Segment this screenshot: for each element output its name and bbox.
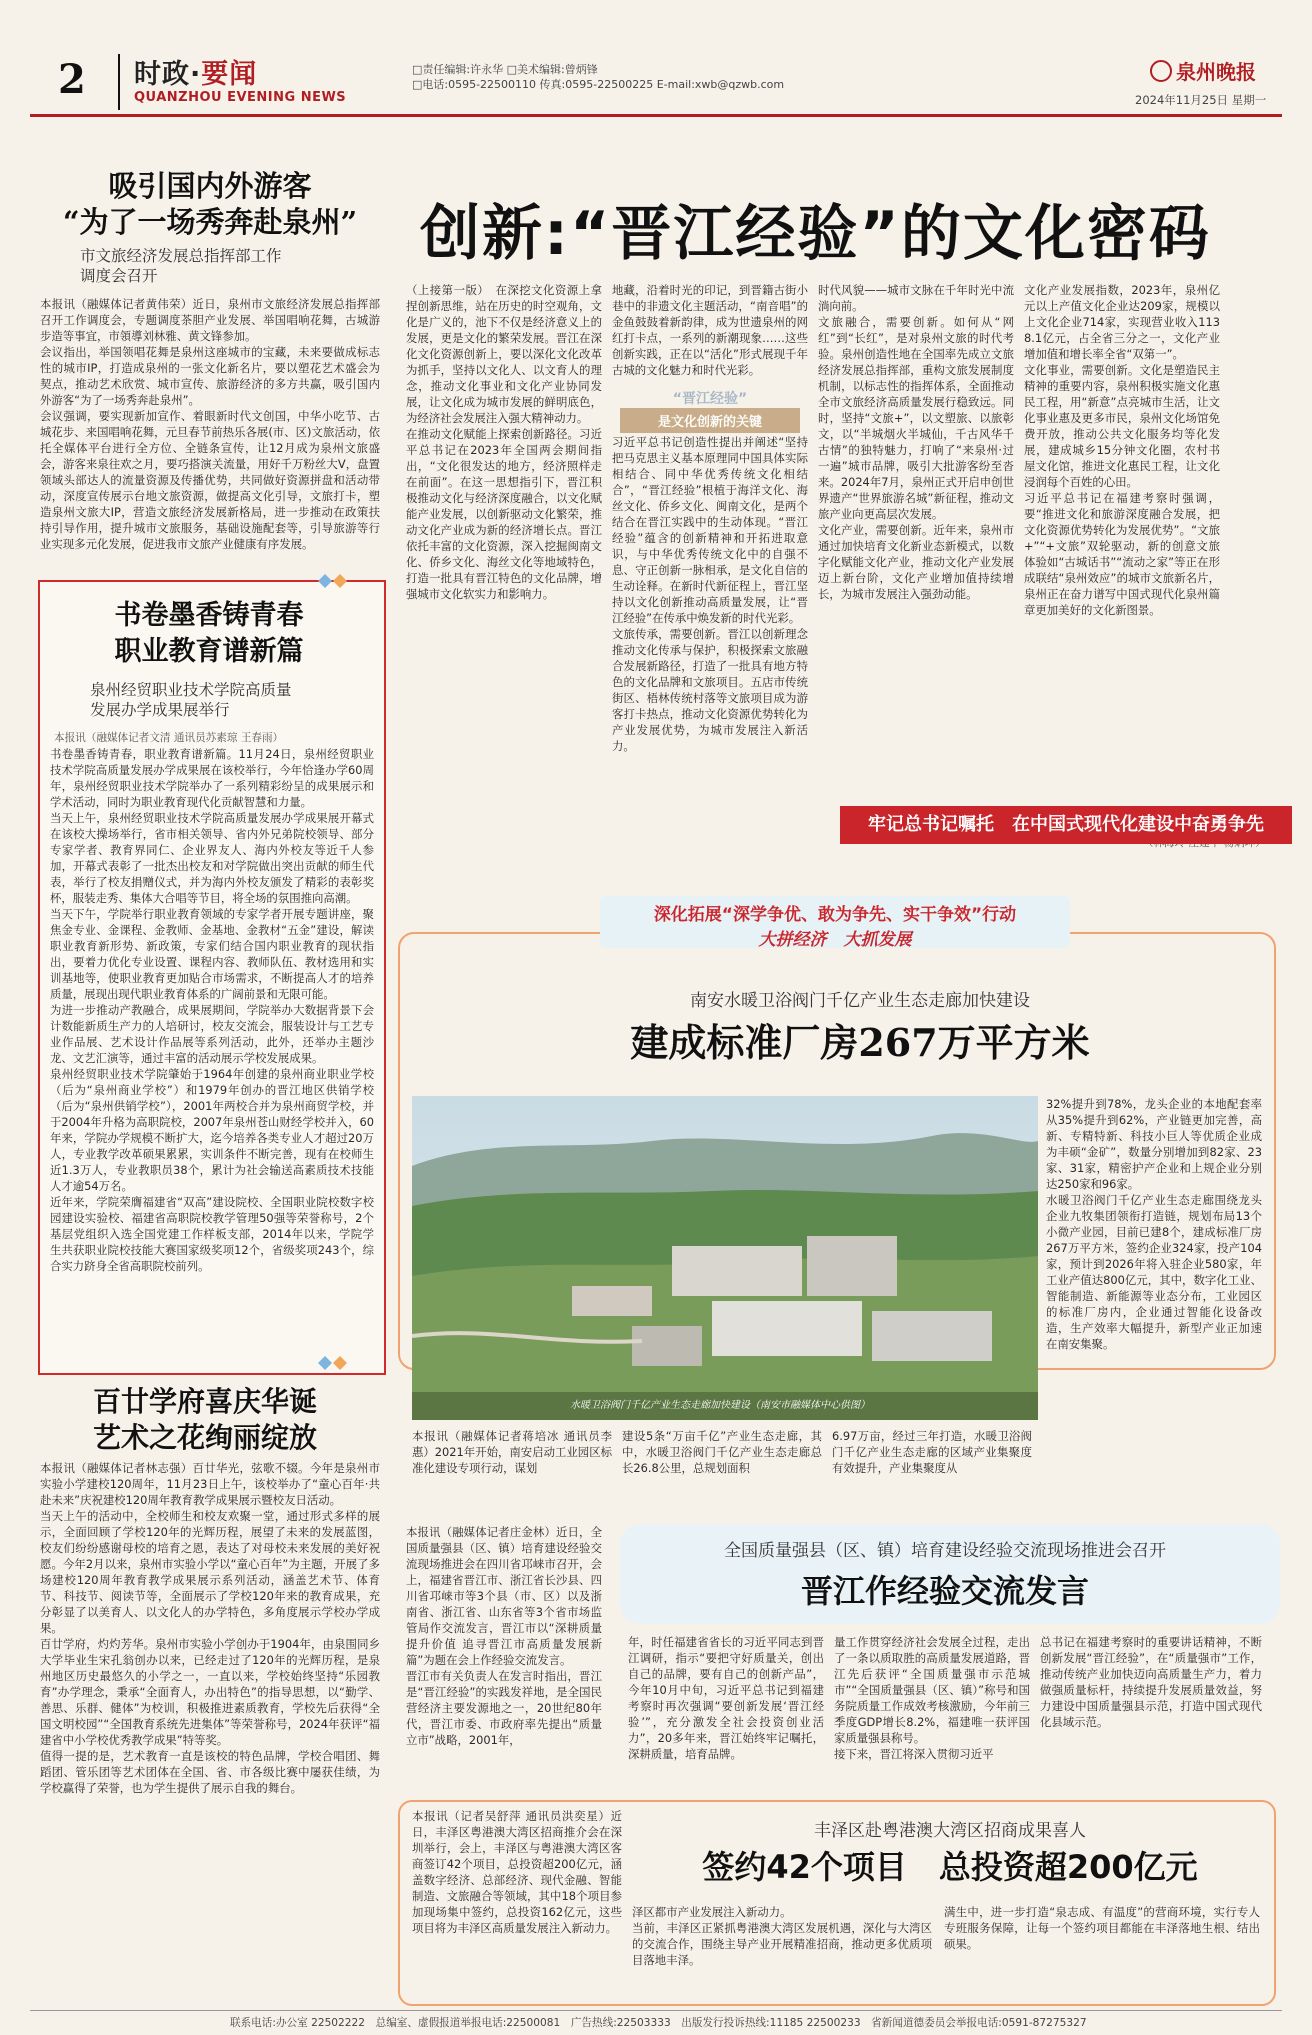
campaign-banner (600, 896, 1070, 948)
slogan-banner: 牢记总书记嘱托 在中国式现代化建设中奋勇争先 (840, 806, 1292, 844)
featured-subheadline (90, 680, 370, 720)
headline-line: 吸引国内外游客 (108, 169, 312, 203)
footer-rule (30, 2010, 1282, 2011)
footer-contacts: 联系电话:办公室 22502222 总编室、虚假报道举报电话:22500081 广告热线:22503333 出版发行投诉热线:11185 22500233 省新闻道德委员会举报电话:0591-87275327 (230, 2017, 1087, 2029)
article-headline (40, 168, 380, 240)
featured-body: 书卷墨香铸青春，职业教育谱新篇。11月24日，泉州经贸职业技术学院高质量发展办学成果展在该校举行，今年恰逢办学60周年，泉州经贸职业技术学院举办了一系列精彩纷呈的成果展示和学术活动，同时为职业教育现代化贡献智慧和力量。 当天上午，泉州经贸职业技术学院高质量发展办学成果展开幕式在该校大操场举行，省市相关领导、省内外兄弟院校领导、部分专家学者、教育界同仁、企业界友人、海内外校友等近千人参加，开幕式表彰了一批杰出校友和对学院做出突出贡献的师生代表，举行了校友捐赠仪式，并为海内外校友颁发了精彩的表彰奖杯，服装走秀、集体大合唱等节目，将全场的氛围推向高潮。 当天下午，学院举行职业教育领域的专家学者开展专题讲座，聚焦金专业、金课程、金教师、金基地、金教材“五金”建设，解读职业教育新形势、新政策，专家们结合国内职业教育的现状指出，要着力优化专业设置、课程内容、教师队伍、教材选用和实训基地等，使职业教育更加贴合市场需求，不断提高人才的培养质量，展现出现代职业教育体系的广阔前景和无限可能。 为进一步推动产教融合，成果展期间，学院举办大数据背景下会计数能新质生产力的人培研讨，校友交流会，服装设计与工艺专业作品展、艺术设计作品展等系列活动，此外，还举办主题沙龙、文艺汇演等，通过丰富的活动展示学校发展成果。 泉州经贸职业技术学院肇始于1964年创建的泉州商业职业学校（后为“泉州商业学校”）和1979年创办的晋江地区供销学校（后为“泉州供销学校”），2001年两校合并为泉州商贸学校，并于2004年升格为高职院校，2007年泉州苍山财经学校并入，60年来，学院办学规模不断扩大，迄今培养各类专业人才超过20万人，专业教学改革硕果累累，实训条件不断完善，现有在校师生近1.3万人，专业教职员38个，累计为社会输送高素质技术技能人才逾54万名。 近年来，学院荣膺福建省“双高”建设院校、全国职业院校数字校园建设实验校、福建省高职院校教学管理50强等荣誉称号，2个基层党组织入选全国党建工作样板支部，2014年以来，学院学生共获职业院校技能大赛国家级奖项12个，省级奖项243个，综合实力跻身全省高职院校前列。 (50, 747, 374, 1273)
section-title-main: 时政· (134, 59, 202, 90)
headline-line: 书卷墨香铸青春 (114, 600, 304, 631)
header-separator (118, 54, 120, 110)
subheadline-line: 调度会召开 (80, 267, 158, 285)
main-headline: 创新:“晋江经验”的文化密码 (420, 199, 1211, 269)
editor-line: □责任编辑:许永华 □美术编辑:曾炳锋 (412, 63, 598, 76)
subheadline-line: 市文旅经济发展总指挥部工作 (80, 247, 282, 265)
headline-line: 百廿学府喜庆华诞 (92, 1385, 317, 1418)
logo-text: 泉州晚报 (1176, 60, 1256, 84)
featured-headline (44, 598, 374, 670)
photo-caption: 水暖卫浴阀门千亿产业生态走廊加快建设（南安市融媒体中心供图） (570, 1400, 870, 1411)
article-body: 本报讯（融媒体记者林志强）百廿华光，弦歌不辍。今年是泉州市实验小学建校120周年，11月23日上午，该校举办了“童心百年·共赴未来”庆祝建校120周年教育教学成果展示暨校友日活动。 当天上午的活动中，全校师生和校友欢聚一堂，通过形式多样的展示，全面回顾了学校120年的光辉历程，展望了未来的发展蓝图，校友们纷纷感谢母校的培育之恩，表达了对母校未来发展的美好祝愿。今年2月以来，泉州市实验小学以“童心百年”为主题，开展了多场建校120周年教育教学成果展示系列活动，涵盖艺术节、体育节、科技节、阅读节等，全面展示了学校120年来的教育成果，充分彰显了以美育人、以文化人的办学特色，多角度展示学校办学成果。 百廿学府，灼灼芳华。泉州市实验小学创办于1904年，由泉围同乡大学毕业生宋孔翁创办以来，已经走过了120年的光辉历程，是泉州地区历史最悠久的小学之一，一直以来，学校始终坚持“乐园教育”办学理念，秉承“全面育人，办出特色”的指导思想，以“勤学、善思、乐群、健体”为校训，积极推进素质教育，学校先后获得“全国文明校园”“全国教育系统先进集体”等荣誉称号，2024年获评“福建省中小学校优秀教学成果”特等奖。 值得一提的是，艺术教育一直是该校的特色品牌，学校合唱团、舞蹈团、管乐团等艺术团体在全国、省、市各级比赛中屡获佳绩，为学校赢得了荣誉，也为学生提供了展示自我的舞台。 (40, 1461, 380, 1795)
article-headline (40, 1384, 370, 1456)
main-article-col3: 时代风貌——城市文脉在千年时光中流淌向前。 文旅融合，需要创新。如何从“网红”到“长红”，是对泉州文旅的时代考验。泉州创造性地在全国率先成立文旅经济发展总指挥部，重构文旅发展制度机制，以标志性的指挥体系，全面推动全市文旅经济高质量发展行稳致远。同时，坚持“文旅+”，以文塑旅、以旅彰文，以“半城烟火半城仙，千古风华千古情”的独特魅力，打响了“来泉州·过一遍”城市品牌，吸引大批游客纷至沓来。2024年7月，泉州正式开启申创世界遗产“世界旅游名城”新征程，推动文旅产业向更高层次发展。 文化产业，需要创新。近年来，泉州市通过加快培育文化新业态新模式，以数字化赋能文化产业，推动文化产业发展迈上新台阶，文化产业增加值持续增长，为城市发展注入强劲动能。 (818, 283, 1014, 601)
fengze-body-col1: 本报讯（记者吴舒萍 通讯员洪奕星）近日，丰泽区粤港澳大湾区招商推介会在深圳举行，会上，丰泽区与粤港澳大湾区客商签订42个项目，总投资超200亿元，涵盖数字经济、总部经济、现代金融、智能制造、文旅融合等领域，其中18个项目参加现场集中签约，总投资162亿元，这些项目将为丰泽区高质量发展注入新动力。 (412, 1809, 622, 1935)
nanan-body-col3: 6.97万亩，经过三年打造，水暖卫浴阀门千亿产业生态走廊的区域产业集聚度有效提升，产业集聚度从 (832, 1429, 1032, 1475)
main-article-col2b: 习近平总书记创造性提出并阐述“坚持把马克思主义基本原理同中国具体实际相结合、同中华优秀传统文化相结合”，“晋江经验”根植于海洋文化、海丝文化、侨乡文化、闽南文化，是两个结合在晋江实践中的生动体现。“晋江经验”蕴含的创新精神和开拓进取意识，与中华优秀传统文化中的自强不息、守正创新一脉相承，是文化自信的生动诠释。在新时代新征程上，晋江坚持以文化创新推动高质量发展，让“晋江经验”在传承中焕发新的时代光彩。 文旅传承，需要创新。晋江以创新理念推动文化传承与保护，积极探索文旅融合发展新路径，打造了一批具有地方特色的文化品牌和文旅项目。五店市传统街区、梧林传统村落等文旅项目成为游客打卡热点，推动文化资源优势转化为产业发展优势，为城市发展注入新活力。 (612, 435, 808, 753)
nanan-body-right: 32%提升到78%，龙头企业的本地配套率从35%提升到62%，产业链更加完善，高新、专精特新、科技小巨人等优质企业成为丰硕“金矿”，数量分别增加到82家、23家、31家，精密护产企业和上规企业分别达250家和96家。 水暖卫浴阀门千亿产业生态走廊围绕龙头企业九牧集团领衔打造链，规划布局13个小微产业园，目前已建8个，建成标准厂房267万平方米，签约企业324家，投产104家，预计到2026年将入驻企业580家，年工业产值达800亿元，其中，数字化工业、智能制造、新能源等业态分布，工业园区的标准厂房内，企业通过智能化设备改造，生产效率大幅提升，新型产业正加速在南安集聚。 (1046, 1097, 1262, 1351)
fengze-headline: 签约42个项目 总投资超200亿元 (702, 1848, 1198, 1886)
fengze-body-col2: 泽区都市产业发展注入新动力。 当前，丰泽区正紧抓粤港澳大湾区发展机遇，深化与大湾区的交流合作，围绕主导产业开展精准招商，推动更多优质项目落地丰泽。 (632, 1905, 932, 1967)
main-article-col2: 地藏，沿着时光的印记，到晋籍古街小巷中的非遗文化主题活动，“南音唱”的金鱼鼓鼓着新韵律，成为世遗泉州的网红打卡点，一系列的新潮现象……这些创新实践，正在以“活化”形式展现千年古城的文化魅力和时代光彩。 (612, 283, 808, 377)
section-title (134, 52, 257, 91)
contact-line: □电话:0595-22500110 传真:0595-22500225 E-mail:xwb@qzwb.com (412, 78, 785, 91)
jinjiang-body-col1: 本报讯（融媒体记者庄金林）近日，全国质量强县（区、镇）培育建设经验交流现场推进会在四川省邛崃市召开，会上，福建省晋江市、浙江省长沙县、四川省邛崃市等3个县（市、区）以及浙南省、浙江省、山东省等3个省市场监管局作交流发言，晋江市以“深耕质量 提升价值 追寻晋江市高质量发展新篇”为题在会上作经验交流发言。 晋江市有关负责人在发言时指出，晋江是“晋江经验”的实践发祥地，是全国民营经济主要发源地之一，20世纪80年代，晋江市委、市政府率先提出“质量立市”战略，2001年， (406, 1525, 602, 1747)
editor-info (412, 62, 784, 92)
nanan-kicker: 南安水暖卫浴阀门千亿产业生态走廊加快建设 (690, 991, 1030, 1011)
jinjiang-kicker: 全国质量强县（区、镇）培育建设经验交流现场推进会召开 (724, 1541, 1166, 1561)
section-title-accent: 要闻 (201, 59, 258, 90)
byline: 本报讯（融媒体记者文清 通讯员苏素琼 王春雨） (54, 732, 284, 744)
main-article-col4: 文化产业发展指数，2023年，泉州亿元以上产值文化企业达209家，规模以上文化企业714家，实现营业收入1138.1亿元，占全省三分之一，文化产业增加值和增长率全省“双第一”。 文化事业，需要创新。文化是塑造民主精神的重要内容，泉州积极实施文化惠民工程，用“新意”点亮城市生活，让文化事业惠及更多市民，泉州文化场馆免费开放，推动公共文化服务均等化发展，建成城乡15分钟文化圈，农村书屋文化馆，推进文化惠民工程，让文化浸润每个百姓的心田。 习近平总书记在福建考察时强调，要“推进文化和旅游深度融合发展，把文化资源优势转化为发展优势”。“文旅+”“+文旅”双轮驱动，新的创意文旅体验如“古城话书”“流动之家”等正在形成联结“泉州效应”的城市文旅新名片，泉州正在奋力谱写中国式现代化泉州篇章更加美好的文化新图景。 (1024, 283, 1220, 617)
headline-line: 职业教育谱新篇 (114, 636, 304, 667)
jinjiang-headline: 晋江作经验交流发言 (800, 1572, 1089, 1610)
diamond-ornament-icon (318, 574, 354, 588)
campaign-title: 深化拓展“深学争优、敢为争先、实干争效”行动 (653, 905, 1017, 925)
subhead-line: 是文化创新的关键 (620, 408, 800, 433)
main-article-subhead (620, 388, 800, 433)
nanan-headline: 建成标准厂房267万平方米 (630, 1020, 1090, 1065)
section-title-en: QUANZHOU EVENING NEWS (134, 90, 347, 105)
article-body: 本报讯（融媒体记者黄伟荣）近日，泉州市文旅经济发展总指挥部召开工作调度会，专题调度茶胆产业发展、举国唱响花舞，古城游步造等事宜，市領導刘林雅、黄文锋参加。 会议指出，举国领唱花舞是泉州这座城市的宝藏，未来要做成标志性的城市IP，打造成泉州的一张文化新名片，要以塑花艺术盛会为契点，推动艺术欣赏、城市宣传、旅游经济的多方共赢，吸引国内外游客“为了一场秀奔赴泉州”。 会议强调，要实现新加宣作、着眼新时代文创国，中华小吃节、古城花步、来国唱响花舞，元旦春节前热乐各展(市、区)文旅活动，依托全媒体平台进行全方位、全链条宣传，让12月成为泉州文旅盛会，游客来泉往欢之月，要巧搭演关流量，用好千万粉丝大V，盘置领域头部达人的流量资源及传播优势，共同做好资源拼盘和活动带动，深度宣传展示台地文旅资源，做提高文化引导，文旅打卡，塑造泉州文旅大IP，营造文旅经济发展新格局，进一步推动在政策扶持引导作用，提升城市文旅服务，基础设施配套等，引导旅游等行业实现多元化发展，促进我市文旅产业健康有序发展。 (40, 297, 380, 551)
campaign-slogan: 大拼经济 大抓发展 (758, 930, 912, 950)
headline-line: 艺术之花绚丽绽放 (92, 1421, 317, 1454)
main-article-col1: （上接第一版） 在深挖文化资源上拿捏创新思维，站在历史的时空观角，文化是广义的，池下不仅是经济意义上的发展，更是文化的繁荣发展。晋江在深化文化资源创新上，要以深化文化改革为抓手，坚持以文化人、以文育人的理念，推动文化事业和文化产业协同发展，让文化成为城市发展的鲜明底色，为经济社会发展注入强大精神动力。 在推动文化赋能上探索创新路径。习近平总书记在2023年全国两会期间指出，“文化很发达的地方，经济照样走在前面”。在这一思想指引下，晋江积极推动文化与经济深度融合，以文化赋能产业发展，以创新驱动文化繁荣，推动文化产业成为新的经济增长点。晋江依托丰富的文化资源，深入挖掘闽南文化、侨乡文化、海丝文化等地域特色，打造一批具有晋江特色的文化品牌，增强城市文化软实力和影响力。 (406, 283, 602, 601)
aerial-photo-illustration (412, 1096, 1038, 1420)
nanan-body-col2: 建设5条“万亩千亿”产业生态走廊，其中，水暖卫浴阀门千亿产业生态走廊总长26.8公里，总规划面积 (622, 1429, 822, 1475)
page-number: 2 (58, 56, 86, 103)
header-rule (30, 114, 1282, 117)
jinjiang-body-col2: 年，时任福建省省长的习近平同志到晋江调研，指示“要把守好质量关，创出自己的品牌，要有自己的创新产品”，今年10月中旬，习近平总书记到福建考察时再次强调“要创新发展‘晋江经验’”，充分激发全社会投资创业活力”，20多年来，晋江始终牢记嘱托，深耕质量，培育品牌。 (628, 1635, 824, 1761)
jinjiang-body-col4: 总书记在福建考察时的重要讲话精神，不断创新发展“晋江经验”，在“质量强市”工作，推动传统产业加快迈向高质量生产力，着力做强质量标杆，持续提升发展质量效益，努力建设中国质量强县示范，打造中国式现代化县域示范。 (1040, 1635, 1262, 1729)
jinjiang-body-col3: 量工作贯穿经济社会发展全过程，走出了一条以质取胜的高质量发展道路，晋江先后获评“全国质量强市示范城市”“全国质量强县（区、镇）”称号和国务院质量工作成效考核激励，今年前三季度GDP增长8.2%，福建唯一获评国家质量强县称号。 接下来，晋江将深入贯彻习近平 (834, 1635, 1030, 1761)
issue-date: 2024年11月25日 星期一 (1135, 93, 1267, 107)
subheadline-line: 发展办学成果展举行 (90, 701, 230, 719)
diamond-ornament-icon (318, 1356, 354, 1370)
industrial-park-photo (412, 1096, 1038, 1420)
newspaper-logo (1150, 56, 1256, 85)
fengze-kicker: 丰泽区赴粤港澳大湾区招商成果喜人 (814, 1821, 1086, 1841)
subheadline-line: 泉州经贸职业技术学院高质量 (90, 681, 292, 699)
logo-mark-icon (1150, 60, 1172, 82)
nanan-body-col1: 本报讯（融媒体记者蒋培冰 通讯员李惠）2021年开始，南安启动工业园区标准化建设专项行动，谋划 (412, 1429, 612, 1475)
fengze-body-col3: 满生中，进一步打造“泉志成、有温度”的营商环境，实行专人专班服务保障，让每一个签约项目都能在丰泽落地生根、结出硕果。 (944, 1905, 1260, 1951)
headline-line: “为了一场秀奔赴泉州” (62, 205, 358, 239)
article-subheadline (80, 246, 380, 286)
subhead-line: “晋江经验” (672, 391, 748, 407)
